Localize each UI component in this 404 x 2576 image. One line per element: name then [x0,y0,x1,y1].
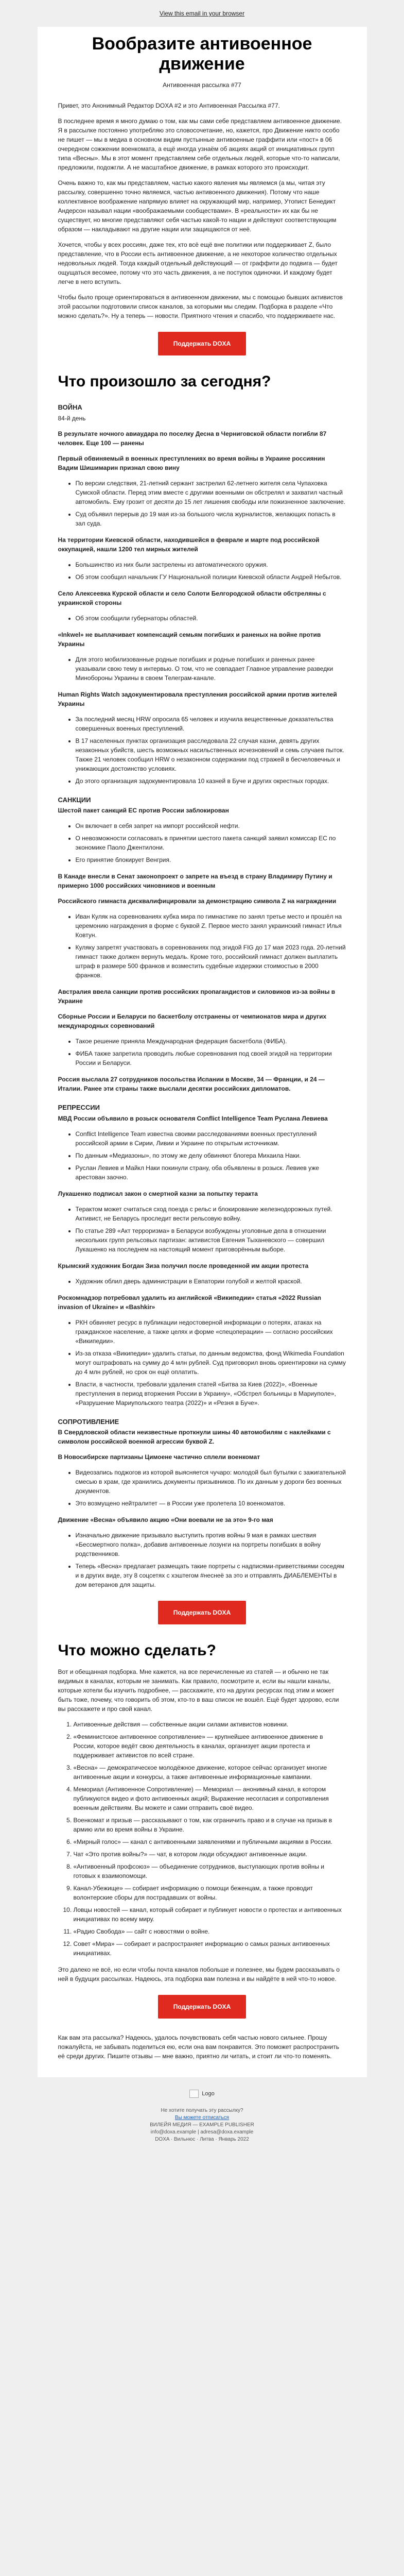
news-bullet: • По данным «Медиазоны», по этому же делу обвиняют блогера Михаила Наки. [76,1151,346,1160]
unsubscribe-question: Не хотите получать эту рассылку? [161,2108,243,2113]
news-headline: В Новосибирске партизаны Цимоене частично сплели военкомат [58,1453,260,1461]
news-bullets [58,1205,346,1254]
news-bullet: • Большинство из них были застрелены из автоматического оружия. [76,560,346,569]
channel-item[interactable]: 4. Мемориал (Антивоенное Сопротивление) — Мемориал — анонимный канал, в котором публикуются видео и фото антивоенных акций; Выражение несогласия и сопротивления военным действиям. Вы можете и сами отправить своё видео. [74,1785,346,1812]
page-title: Вообразите антивоенное движение [92,34,312,74]
news-bullet: • Из-за отказа «Википедии» удалить статьи, по данным ведомства, фонд Wikimedia Foundation могут оштрафовать на сумму до 4 млн рублей. Суд приговорил вновь ориентировки на сумму до 4 млн рублей, но срок он ещё оплатить. [76,1349,346,1377]
news-headline: Крымский художник Богдан Зиза получил после проведенной им акции протеста [58,1262,309,1269]
news-bullets [58,1129,346,1182]
channel-item[interactable]: 2. «Феминистское антивоенное сопротивление» — крупнейшее антивоенное движение в России, которое ведёт свою деятельность в каналах, организует акции протеста и поддерживает активистов по всей стране. [74,1732,346,1760]
channel-item[interactable]: 8. «Антивоенный профсоюз» — объединение сотрудников, выступающих против войны и готовых к взаимопомощи. [74,1862,346,1880]
news-headline: В Свердловской области неизвестные проткнули шины 40 автомобилям с наклейками с символом российской военной агрессии буквой Z. [58,1429,331,1445]
news-bullet: • Для этого мобилизованные родные погибших и родные погибших и раненых ранее указывали свою тему в интервью. О том, что не совпадает Главное управление разведки Минобороны Украины в своем Телеграм-канале. [76,655,346,683]
news-bullets [58,560,346,582]
happened-heading: Что произошло за сегодня? [58,373,271,390]
news-headline: В результате ночного авиаудара по поселку Десна в Черниговской области погибли 87 человек. Еще 100 — ранены [58,430,327,447]
footer-line: ВИЛЕЙЯ МЕДИЯ — EXAMPLE PUBLISHER [150,2122,254,2128]
news-bullets [58,715,346,786]
footer-line: DOXA · Вильнюс · Литва · Январь 2022 [155,2137,249,2142]
channel-item[interactable]: 5. Военкомат и призыв — рассказывают о том, как ограничить право и в случае на призыв в армию или во время войны в Украине. [74,1816,346,1834]
news-headline: Австралия ввела санкции против российских пропагандистов и силовиков из-за войны в Украине [58,988,336,1005]
channel-item[interactable]: 9. Канал-Убежище» — собирает информацию о помощи беженцам, а также проводит волонтерские сборы для пострадавших от войны. [74,1884,346,1902]
day-counter: 84-й день [58,414,86,422]
news-headline: Сборные России и Беларуси по баскетболу отстранены от чемпионатов мира и других международных соревнований [58,1013,327,1029]
news-bullet: • Видеозапись поджогов из которой выясняется чучаро: молодой был бутылки с зажигательной смесью в храм, где хранились документы призывников. По их данным у дороги без военных документов. [76,1468,346,1496]
news-bullet: • По версии следствия, 21-летний сержант застрелил 62-летнего жителя села Чупаховка Сумской области. Перед этим вместе с другими военными он обстрелял и захватил частный автомобиль. Ему грозит от десяти до 15 лет лишения свободы или пожизненное заключение. [76,479,346,506]
news-bullet: • Изначально движение призывало выступить против войны 9 мая в рамках шествия «Бессмертного полка», добавив антивоенные лозунги на портреты погибших в войну родственников. [76,1531,346,1558]
news-sections [58,429,346,1590]
news-headline: Лукашенко подписал закон о смертной казни за попытку теракта [58,1190,258,1197]
view-in-browser-link[interactable]: View this email in your browser [159,10,245,17]
channel-list [58,1720,346,1958]
news-bullets [58,821,346,865]
news-bullet: • Это возмущено нейтралитет — в России уже пролетела 10 военкоматов. [76,1499,346,1508]
news-bullet: • Власти, в частности, требовали удаления статей «Битва за Киев (2022)», «Военные преступления в период вторжения России в Украину», «Обстрел больницы в Мариуполе», «Разрушение Мариупольского театра (2022)» и «Резня в Буче». [76,1380,346,1408]
section-heading: СОПРОТИВЛЕНИЕ [58,1417,119,1426]
news-headline: Село Алексеевка Курской области и село Солоти Белгородской области обстреляны с украинской стороны [58,589,326,606]
news-bullets [58,1318,346,1408]
news-headline: Первый обвиняемый в военных преступлениях во время войны в Украине россиянин Вадим Шишимарин признал свою вину [58,454,325,471]
news-bullet: • В 17 населенных пунктах организация расследовала 22 случая казни, девять других незаконных убийств, шесть возможных насильственных исчезновений и семь случаев пыток. Также 21 человек сообщил HRW о незаконном содержании под стражей в бесчеловечных и унижающих достоинство условиях. [76,736,346,773]
news-bullet: • ФИБА также запретила проводить любые соревнования под своей эгидой на территории России и Беларуси. [76,1049,346,1067]
news-bullet: • О невозможности согласовать в принятии шестого пакета санкций заявил комиссар ЕС по экономике Паоло Джентилони. [76,834,346,852]
war-label: ВОЙНА [58,403,82,411]
footer-line: info@doxa.example | adresa@doxa.example [150,2129,254,2135]
section-heading: САНКЦИИ [58,795,91,804]
news-headline: Российского гимнаста дисквалифицировали за демонстрацию символа Z на награждении [58,897,337,905]
news-headline: Россия выслала 27 сотрудников посольства Испании в Москве, 34 — Франции, и 24 — Италии. Ранее эти страны также выслали десятки российских дипломатов. [58,1076,325,1092]
news-bullet: • Conflict Intelligence Team известна своими расследованиями военных преступлений российской армии в Сирии, Ливии и Украине по открытым источникам. [76,1129,346,1148]
news-bullet: • Куляку запретят участвовать в соревнованиях под эгидой FIG до 17 мая 2023 года. 20-летний гимнаст также должен вернуть медаль. Кроме того, российский гимнаст должен выплатить штраф в размере 500 франков и возместить судебные издержки стоимостью в 2000 франков. [76,943,346,980]
news-bullet: • Теперь «Весна» предлагает размещать такие портреты с надписями-приветствиями соседям и в других виде, эту 8 соцсетях с хэштегом #неснеё за это и отправлять ДИАБЛЕМЕНТЫ в дом ветеранов для защиты. [76,1562,346,1589]
logo [189,2090,214,2098]
channel-item[interactable]: 10. Ловцы новостей — канал, который собирает и публикует новости о протестах и антивоенных инициативах по всему миру. [74,1905,346,1924]
news-bullet: • Об этом сообщили губернаторы областей. [76,614,346,623]
news-bullets [58,912,346,980]
news-bullets [58,1277,346,1286]
top-bar [0,0,404,27]
news-headline: На территории Киевской области, находившейся в феврале и марте под российской оккупацией, нашли 1200 тел мирных жителей [58,536,320,553]
news-bullets [58,1037,346,1067]
image-icon [189,2090,199,2098]
channel-item[interactable]: 1. Антивоенные действия — собственные акции силами активистов новинки. [74,1720,346,1729]
news-bullet: • Иван Куляк на соревнованиях кубка мира по гимнастике по занял третье место и прошёл на церемонию награждения в форме с буквой Z. Первое место занял украинский гимнаст Илья Ковтун. [76,912,346,940]
intro-paragraph: Привет, это Анонимный Редактор DOXA #2 и это Антивоенная Рассылка #77. [58,102,280,109]
news-headline: Шестой пакет санкций ЕС против России заблокирован [58,807,229,814]
news-bullet: • По статье 289 «Акт терроризма» в Беларуси возбуждены уголовные дела в отношении нескольких групп рельсовых партизан: активистов Евгения Тыханевского — совершил Лукашенко на последнем на настоящий момент приговорённым выборе. [76,1226,346,1254]
logo-alt: Logo [202,2091,215,2097]
news-headline: Движение «Весна» объявило акцию «Они воевали не за это» 9-го мая [58,1516,273,1523]
donate-button[interactable]: Поддержать DOXA [158,332,246,355]
what-closing: Это далеко не всё, но если чтобы почта каналов побольше и полезнее, мы будем рассказывать о ней в будущих рассылках. Надеюсь, эта подборка вам полезна и вы найдёте в ней что-то новое. [58,1966,340,1982]
news-bullets [58,1468,346,1508]
news-bullets [58,655,346,683]
news-bullet: • Его принятие блокирует Венгрия. [76,855,346,865]
intro-paragraph: Чтобы было проще ориентироваться в антивоенном движении, мы с помощью бывших активистов этой рассылки подготовили список каналов, за которыми мы следим. Подборка в разделе «Что можно сделать?». Ну а теперь — новости. Приятного чтения и спасибо, что поддерживаете нас. [58,294,343,319]
news-bullet: • Об этом сообщил начальник ГУ Национальной полиции Киевской области Андрей Небытов. [76,572,346,582]
news-bullet: • Терактом может считаться сход поезда с рельс и блокирование железнодорожных путей. Активист, не Беларусь проследит вести рельсовую войну. [76,1205,346,1223]
news-bullet: • Он включает в себя запрет на импорт российской нефти. [76,821,346,831]
what-heading: Что можно сделать? [58,1642,216,1659]
news-bullet: • Художник облил дверь администрации в Евпатории голубой и желтой краской. [76,1277,346,1286]
news-bullet: • Такое решение приняла Международная федерация баскетбола (ФИБА). [76,1037,346,1046]
channel-item[interactable]: 12. Совет «Мира» — собирает и распространяет информацию о самых разных антивоенных инициативах. [74,1939,346,1958]
email-body [38,27,367,2077]
news-headline: МВД России объявило в розыск основателя Conflict Intelligence Team Руслана Левиева [58,1114,328,1122]
unsubscribe-link[interactable]: Вы можете отписаться [174,2115,230,2121]
donate-button[interactable]: Поддержать DOXA [158,1995,246,2019]
news-bullet: • За последний месяц HRW опросила 65 человек и изучила вещественные доказательства совершенных военных преступлений. [76,715,346,733]
issue-number: Антивоенная рассылка #77 [163,81,241,89]
news-bullets [58,479,346,528]
news-bullet: • Руслан Левиев и Майкл Наки покинули страну, оба объявлены в розыск. Левиев уже арестован заочно. [76,1163,346,1182]
donate-button[interactable]: Поддержать DOXA [158,1601,246,1624]
section-heading: РЕПРЕССИИ [58,1104,100,1111]
intro-section [38,101,367,2077]
channel-item[interactable]: 6. «Мирный голос» — канал с антивоенными заявлениями и публичными акциями в России. [74,1837,346,1846]
footer [0,2077,404,2164]
news-bullet: • РКН обвиняет ресурс в публикации недостоверной информации о потерях, атаках на гражданское население, а также целях и форме «спецоперации» — согласно российских «Википедии». [76,1318,346,1346]
news-headline: «Inkwel» не выплачивает компенсаций семьям погибших и раненых на войне против Украины [58,631,321,648]
news-headline: В Канаде внесли в Сенат законопроект о запрете на въезд в страну Владимиру Путину и примерно 1000 российских чиновников и военным [58,873,332,889]
news-bullets [58,1531,346,1589]
channel-item[interactable]: 7. Чат «Это против войны?» — чат, в котором люди обсуждают антивоенные акции. [74,1850,346,1859]
news-headline: Роскомнадзор потребовал удалить из английской «Википедии» статья «2022 Russian invasion of Ukraine» и «Bashkir» [58,1294,321,1311]
channel-item[interactable]: 11. «Радио Свобода» — сайт с новостями о войне. [74,1927,346,1936]
news-headline: Human Rights Watch задокументировала преступления российской армии против жителей Украины [58,690,337,707]
header [38,27,367,101]
intro-paragraph: Очень важно то, как мы представляем, частью какого явления мы являемся (а мы, читая эту рассылку, совершенно точно являемся, частью антивоенного движения). Потому что наше коллективное воображение напрямую влияет на окружающий мир, например, Утопист Бенедикт Андерсон называл нации «воображаемыми сообществами». В «реальности» их как бы не существует, но многие представляют себя частью какой-то нации и действуют соответствующим образом — накладывают на другие нации или защищаются от неё. [58,179,337,233]
outro-paragraph: Как вам эта рассылка? Надеюсь, удалось почувствовать себя частью нового сильнее. Прошу пожалуйста, не забывать поделиться ею, если она вам понравится. Это поможет распространить её среди других. Пишите отзывы — мне важно, приятно ли читать, и стоит ли что-то поменять. [58,2034,339,2060]
news-bullet: • Суд объявил перерыв до 19 мая из-за большого числа журналистов, желающих попасть в зал суда. [76,510,346,528]
intro-paragraph: Хочется, чтобы у всех россиян, даже тех, кто всё ещё вне политики или поддерживает Z, было представление, что в России есть антивоенное движение, а не некоторое количество отдельных недовольных людей. Тогда каждый отдельный действующий — от граффити до подвига — будет ощущаться весомее, потому что это часть движения, а не поступок одиночки. И каждому будет легче в него вступить. [58,241,338,285]
channel-item[interactable]: 3. «Весна» — демократическое молодёжное движение, которое сейчас организует многие антивоенные акции и конкурсы, а также антивоенные информационные кампании. [74,1763,346,1782]
news-bullets [58,614,346,623]
what-intro: Вот и обещанная подборка. Мне кажется, на все перечисленные из статей — и обычно не так видимых в каналах, которым не занимать. Как правило, посмотрите и, если вы нашли каналы, которые хотели бы изучить подробнее, — расскажите, кто на других ресурсах под этим и может быть тоже, почему, что говорить об этом, кто-то в ваш список не вошёл. Ещё будет здорово, если вы расскажете и про свой канал. [58,1668,339,1713]
news-bullet: • До этого организация задокументировала 10 казней в Буче и других окрестных городах. [76,776,346,786]
intro-paragraph: В последнее время я много думаю о том, как мы сами себе представляем антивоенное движение. Я в рассылке постоянно употребляю это словосочетание, но, кажется, про Движение никто особо не пишет — мы в медиа в основном видим пустынные антивоенные граффити или «пост» в 06 очередном сожжении военкомата, а ещё иногда узнаём об акциях акций от инициативных групп типа «Весны». Мы в этот момент представляем себе отдельных людей, которые что-то написали, предложили, подожгли. А не масштабное движение, в рамках которого это происходит. [58,117,342,171]
